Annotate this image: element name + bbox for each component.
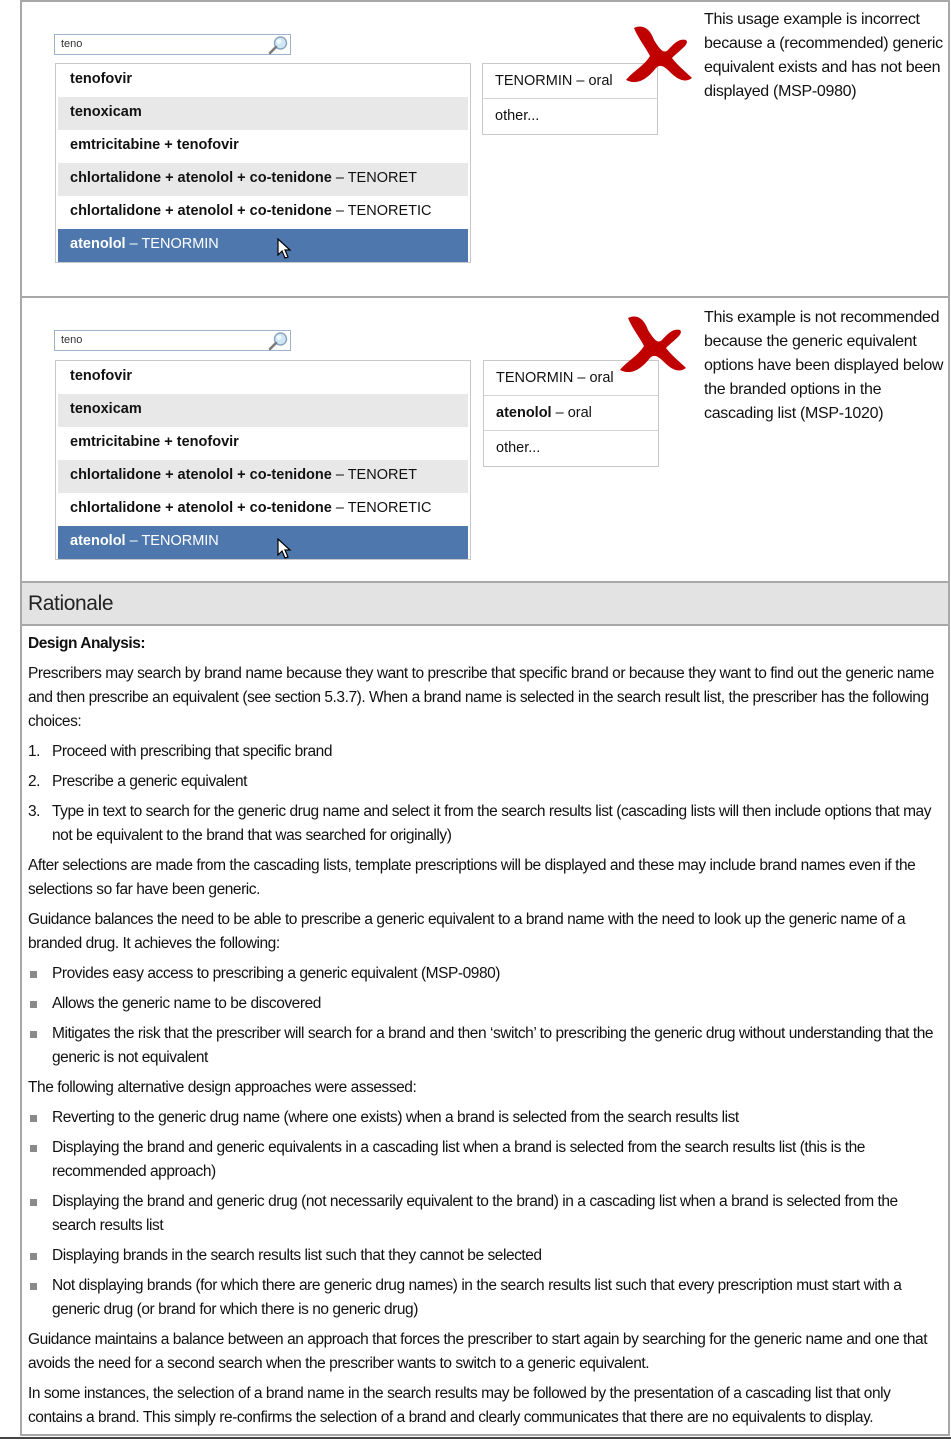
cascade-option-other[interactable] [484,431,658,466]
cascade-option-generic: atenolol [496,405,552,421]
result-row[interactable] [58,196,468,229]
bullet-list-item [28,962,944,986]
list-item-text: Displaying the brand and generic drug (not necessarily equivalent to the brand) in a cascading list when a brand is selected from the search results list [52,1193,898,1234]
magnifier-icon[interactable] [267,35,289,55]
result-generic: tenofovir [70,71,133,87]
square-bullet-icon [30,1001,37,1008]
square-bullet-icon [30,1199,37,1206]
result-brand: – TENORMIN [125,236,219,252]
design-analysis-heading: Design Analysis: [28,635,146,652]
result-row-selected[interactable] [58,229,468,262]
paragraph: After selections are made from the cascading lists, template prescriptions will be displayed and these may include brand names even if the selections so far have been generic. [28,857,916,898]
cascade-option-label: TENORMIN – oral [495,73,613,89]
page-bottom-rule [0,1437,951,1439]
result-row[interactable] [58,64,468,97]
result-generic: chlortalidone + atenolol + co-tenidone [70,500,332,516]
paragraph: Prescribers may search by brand name because they want to prescribe that specific brand or because they want to find out the generic name and then prescribe an equivalent (see section 5.3.7). When a brand name is selected in the search result list, the prescriber has the following choices: [28,665,934,730]
result-brand: – TENORET [331,467,417,483]
rationale-body [22,626,948,1436]
numbered-list-item [28,800,944,848]
search-input-value: teno [61,38,83,50]
result-generic: tenofovir [70,368,133,384]
result-row-selected[interactable] [58,526,468,559]
search-results-list [55,63,471,263]
list-item-text: Displaying brands in the search results list such that they cannot be selected [52,1247,542,1264]
bullet-list-item [28,1136,944,1184]
result-generic: chlortalidone + atenolol + co-tenidone [70,170,332,186]
result-generic: emtricitabine + tenofovir [70,434,239,450]
list-item-text: Allows the generic name to be discovered [52,995,321,1012]
guidance-table [20,0,950,1436]
search-input[interactable] [54,330,291,351]
result-brand: – TENORETIC [331,500,432,516]
cascade-option-other[interactable] [483,99,657,134]
section-heading-rationale: Rationale [22,581,948,626]
cascade-option-label: – oral [551,405,592,421]
paragraph: Guidance balances the need to be able to prescribe a generic equivalent to a brand name with the need to look up the generic name of a branded drug. It achieves the following: [28,911,906,952]
result-row[interactable] [58,493,468,526]
result-row[interactable] [58,394,468,427]
bullet-list-item [28,1022,944,1070]
bullet-list-item [28,992,944,1016]
cascade-option-label: TENORMIN – oral [496,370,614,386]
result-generic: atenolol [70,236,126,252]
magnifier-icon[interactable] [267,331,289,351]
result-generic: chlortalidone + atenolol + co-tenidone [70,467,332,483]
list-item-text: Prescribe a generic equivalent [52,773,248,790]
result-brand: – TENORMIN [125,533,219,549]
cascade-option[interactable] [484,396,658,431]
list-item-text: Reverting to the generic drug name (where one exists) when a brand is selected from the search results list [52,1109,739,1126]
search-input[interactable] [54,34,291,55]
list-item-text: Not displaying brands (for which there are generic drug names) in the search results list such that every prescription must start with a generic drug (or brand for which there is no generic drug) [52,1277,902,1318]
result-generic: emtricitabine + tenofovir [70,137,239,153]
result-generic: tenoxicam [70,104,142,120]
usage-example-1 [22,0,948,297]
result-row[interactable] [58,361,468,394]
square-bullet-icon [30,1031,37,1038]
result-row[interactable] [58,97,468,130]
result-row[interactable] [58,130,468,163]
red-cross-icon [614,310,686,382]
list-item-text: Provides easy access to prescribing a generic equivalent (MSP-0980) [52,965,501,982]
square-bullet-icon [30,1115,37,1122]
search-input-value: teno [61,334,83,346]
bullet-list-item [28,1106,944,1130]
numbered-list-item [28,770,944,794]
example-note: This example is not recommended because the generic equivalent options have been displayed below the branded options in the cascading list (MSP-1020) [704,309,944,422]
search-results-list [55,360,471,560]
square-bullet-icon [30,1283,37,1290]
square-bullet-icon [30,971,37,978]
list-number: 2. [28,773,41,790]
mouse-pointer-icon [277,538,293,560]
square-bullet-icon [30,1145,37,1152]
list-number: 1. [28,743,41,760]
list-item-text: Type in text to search for the generic drug name and select it from the search results list (cascading lists will then include options that may not be equivalent to the brand that was searched for originally) [52,803,932,844]
result-brand: – TENORET [331,170,417,186]
list-item-text: Proceed with prescribing that specific brand [52,743,333,760]
red-cross-icon [620,20,692,92]
numbered-list-item [28,740,944,764]
paragraph: The following alternative design approaches were assessed: [28,1079,417,1096]
bullet-list-item [28,1244,944,1268]
result-row[interactable] [58,460,468,493]
result-generic: chlortalidone + atenolol + co-tenidone [70,203,332,219]
result-row[interactable] [58,427,468,460]
result-generic: atenolol [70,533,126,549]
bullet-list-item [28,1190,944,1238]
example-note: This usage example is incorrect because a (recommended) generic equivalent exists and has not been displayed (MSP-0980) [704,11,943,100]
list-item-text: Displaying the brand and generic equivalents in a cascading list when a brand is selected from the search results list (this is the recommended approach) [52,1139,865,1180]
list-number: 3. [28,803,41,820]
result-row[interactable] [58,163,468,196]
list-item-text: Mitigates the risk that the prescriber will search for a brand and then ‘switch’ to prescribing the generic drug without understanding that the generic is not equivalent [52,1025,934,1066]
result-generic: tenoxicam [70,401,142,417]
mouse-pointer-icon [277,238,293,260]
bullet-list-item [28,1274,944,1322]
result-brand: – TENORETIC [331,203,432,219]
square-bullet-icon [30,1253,37,1260]
cascade-option-label: other... [496,440,541,456]
usage-example-2 [22,296,948,582]
paragraph: Guidance maintains a balance between an approach that forces the prescriber to start again by searching for the generic name and one that avoids the need for a second search when the prescriber wants to switch to a generic equivalent. [28,1331,928,1372]
cascade-option-label: other... [495,108,540,124]
paragraph: In some instances, the selection of a brand name in the search results may be followed by the presentation of a cascading list that only contains a brand. This simply re-confirms the selection of a brand and clearly communicates that there are no equivalents to display. [28,1385,891,1426]
